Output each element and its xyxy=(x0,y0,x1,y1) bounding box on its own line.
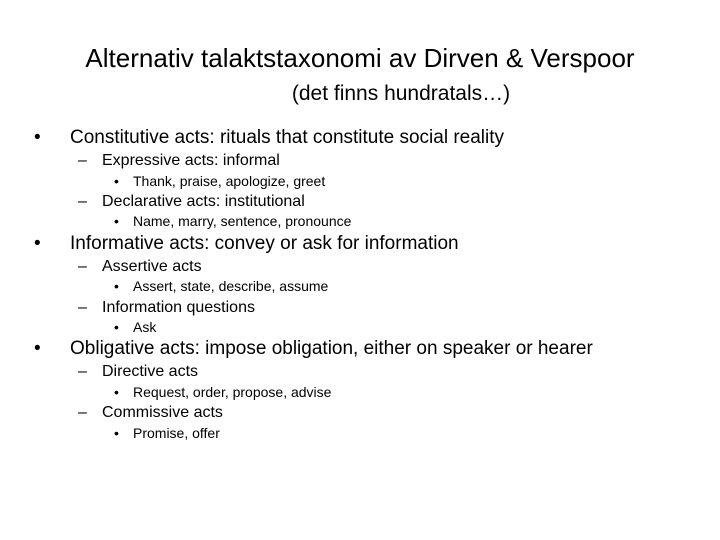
bullet-marker: • xyxy=(114,425,119,441)
bullet-marker: • xyxy=(34,338,41,359)
bullet-marker: • xyxy=(114,384,119,400)
bullet-text: Constitutive acts: rituals that constitute social reality xyxy=(70,127,505,148)
sub-bullet-text: Assertive acts xyxy=(102,258,202,275)
sub-sub-bullet-text: Ask xyxy=(133,319,157,335)
sub-bullet-text: Information questions xyxy=(102,299,255,316)
sub-sub-bullet-text: Thank, praise, apologize, greet xyxy=(133,173,326,189)
bullet-marker: • xyxy=(114,319,119,335)
slide-title: Alternativ talaktstaxonomi av Dirven & Verspoor xyxy=(85,43,635,73)
slide-subtitle: (det finns hundratals…) xyxy=(291,82,511,105)
bullet-marker: • xyxy=(34,127,41,148)
sub-sub-bullet-text: Assert, state, describe, assume xyxy=(133,278,329,294)
dash-marker: – xyxy=(78,363,87,380)
sub-sub-bullet-text: Name, marry, sentence, pronounce xyxy=(133,213,352,229)
dash-marker: – xyxy=(78,404,87,421)
sub-sub-bullet-text: Promise, offer xyxy=(133,425,220,441)
bullet-text: Obligative acts: impose obligation, either on speaker or hearer xyxy=(70,338,593,359)
sub-bullet-text: Directive acts xyxy=(102,363,199,380)
bullet-marker: • xyxy=(114,213,119,229)
dash-marker: – xyxy=(78,299,87,316)
sub-bullet-text: Commissive acts xyxy=(102,404,223,421)
sub-bullet-text: Expressive acts: informal xyxy=(102,152,280,169)
dash-marker: – xyxy=(78,193,87,210)
bullet-marker: • xyxy=(114,173,119,189)
dash-marker: – xyxy=(78,258,87,275)
sub-sub-bullet-text: Request, order, propose, advise xyxy=(133,384,332,400)
bullet-marker: • xyxy=(114,278,119,294)
bullet-marker: • xyxy=(34,233,41,254)
bullet-text: Informative acts: convey or ask for information xyxy=(70,233,459,254)
dash-marker: – xyxy=(78,152,87,169)
sub-bullet-text: Declarative acts: institutional xyxy=(102,193,305,210)
